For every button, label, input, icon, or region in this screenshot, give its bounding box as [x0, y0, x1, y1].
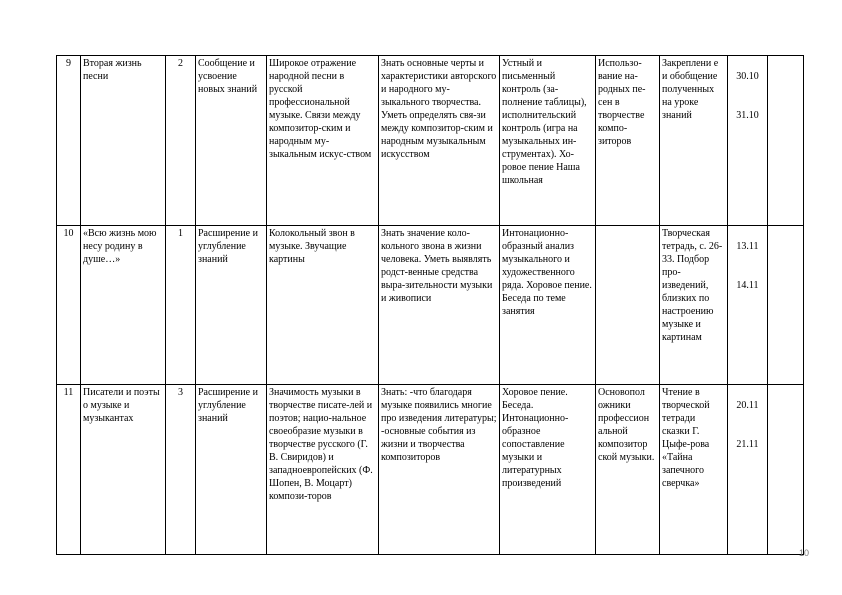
date-planned: 13.11 [736, 241, 759, 252]
requirements-cell: Знать основные черты и характеристики авторского и народного му-зыкального творчества. Уметь определять свя-зи между композитор-ским и народным музыкальным искусством [379, 56, 500, 226]
lesson-type-cell: Расширение и углубление знаний [196, 226, 267, 385]
date-actual: 21.11 [736, 439, 759, 450]
table-row [57, 56, 804, 226]
table-row [57, 385, 804, 555]
dates-cell [728, 226, 768, 385]
extra-cell [768, 385, 804, 555]
elements-cell [596, 226, 660, 385]
content-cell: Значимость музыки в творчестве писате-лей и поэтов; нацио-нальное своеобразие музыки в творчестве русского (Г. В. Свиридов) и западноевропейских (Ф. Шопен, В. Моцарт) компози-торов [267, 385, 379, 555]
hours-cell: 2 [166, 56, 196, 226]
date-planned: 20.11 [736, 400, 759, 411]
extra-cell [768, 226, 804, 385]
content-cell: Колокольный звон в музыке. Звучащие картины [267, 226, 379, 385]
homework-cell: Творческая тетрадь, с. 26-33. Подбор про-изведений, близких по настроению музыке и картинам [660, 226, 728, 385]
topic-cell: Писатели и поэты о музыке и музыкантах [81, 385, 166, 555]
page-number: 10 [799, 548, 810, 558]
hours-cell: 1 [166, 226, 196, 385]
dates-cell [728, 385, 768, 555]
row-number: 9 [57, 56, 81, 226]
extra-cell [768, 56, 804, 226]
control-cell [500, 56, 596, 226]
requirements-cell: Знать: -что благодаря музыке появились многие про изведения литературы; -основные события из жизни и творчества композиторов [379, 385, 500, 555]
homework-cell: Закреплени е и обобщение полученных на уроке знаний [660, 56, 728, 226]
lesson-type-cell: Сообщение и усвоение новых знаний [196, 56, 267, 226]
control-cell: Интонационно-образный анализ музыкального и художественного ряда. Хоровое пение. Беседа по теме занятия [500, 226, 596, 385]
date-actual: 31.10 [736, 110, 759, 121]
row-number: 10 [57, 226, 81, 385]
dates-cell [728, 56, 768, 226]
lesson-type-cell: Расширение и углубление знаний [196, 385, 267, 555]
lesson-plan-table [56, 55, 804, 555]
content-cell: Широкое отражение народной песни в русской профессиональной музыке. Связи между композитор-ским и народным му-зыкальным искус-ством [267, 56, 379, 226]
topic-cell: «Всю жизнь мою несу родину в душе…» [81, 226, 166, 385]
date-planned: 30.10 [736, 71, 759, 82]
elements-cell: Основопол ожники профессион альной композитор ской музыки. [596, 385, 660, 555]
elements-cell: Использо-вание на-родных пе-сен в творчестве компо-зиторов [596, 56, 660, 226]
topic-cell: Вторая жизнь песни [81, 56, 166, 226]
row-number: 11 [57, 385, 81, 555]
control-cell: Хоровое пение. Беседа. Интонационно-образное сопоставление музыки и литературных произведений [500, 385, 596, 555]
table-row [57, 226, 804, 385]
date-actual: 14.11 [736, 280, 759, 291]
requirements-cell: Знать значение коло-кольного звона в жизни человека. Уметь выявлять родст-венные средства выра-зительности музыки и живописи [379, 226, 500, 385]
control-text: Устный и письменный контроль (за-полнение таблицы), исполнительский контроль (игра на музыкальных ин-струментах). Хо-ровое пение Наша школьная [502, 58, 587, 186]
hours-cell: 3 [166, 385, 196, 555]
homework-cell: Чтение в творческой тетради сказки Г. Цыфе-рова «Тайна запечного сверчка» [660, 385, 728, 555]
